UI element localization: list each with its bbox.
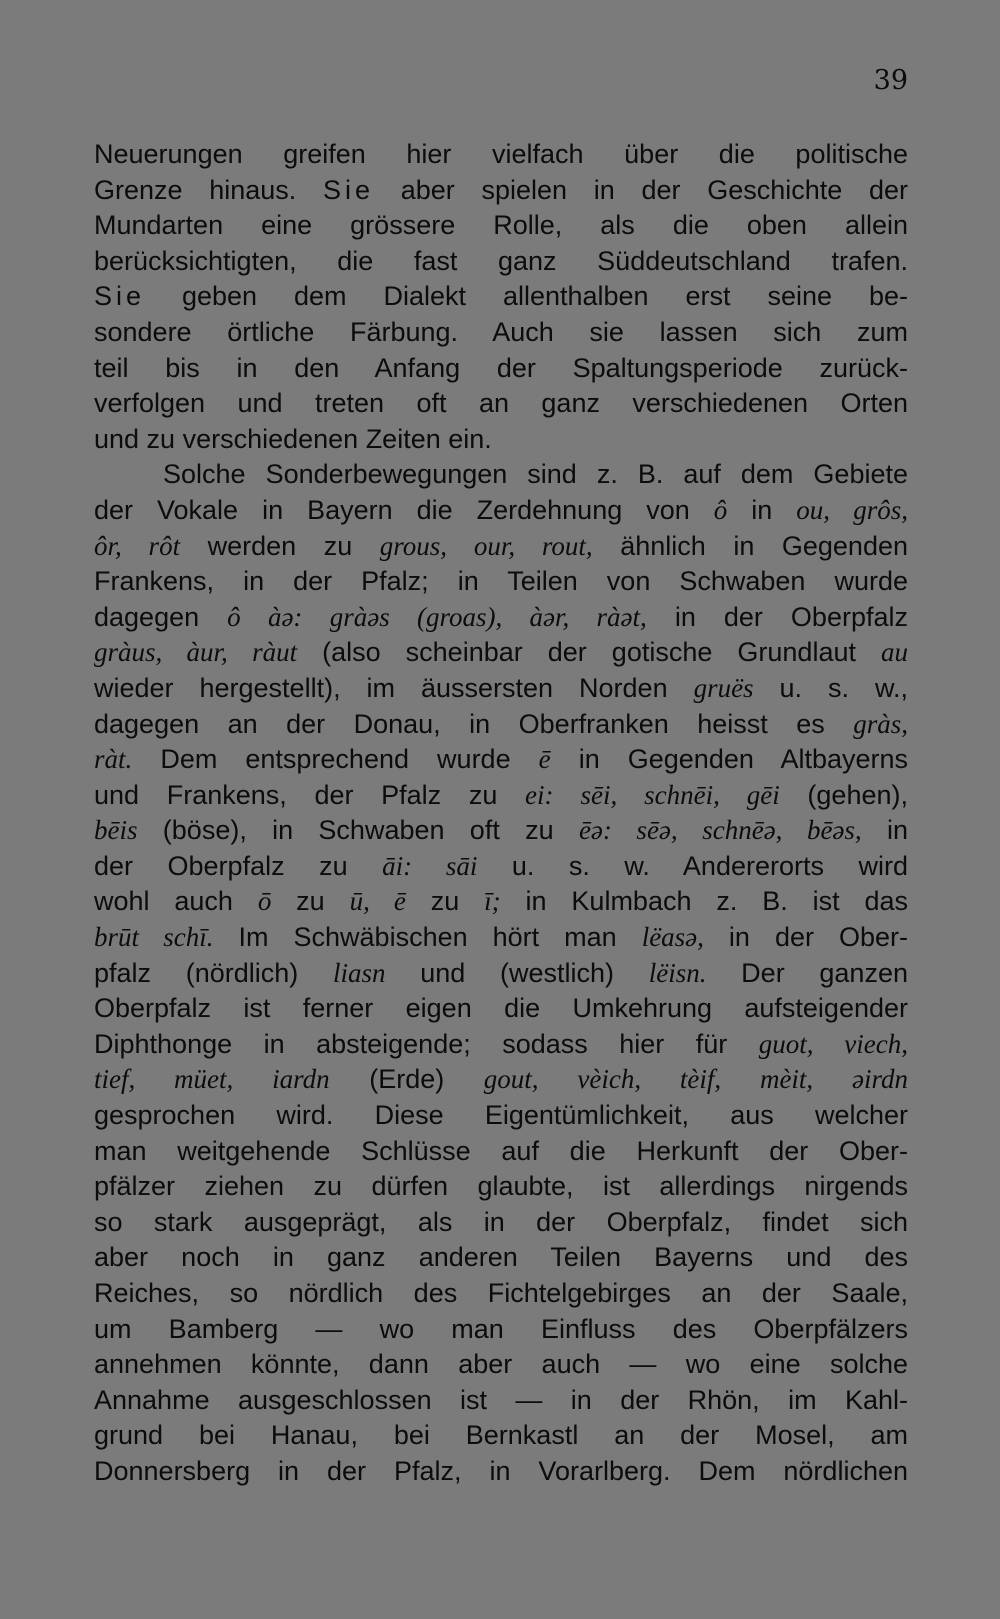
text-run: in der Ober-: [703, 922, 908, 953]
text-line: [94, 635, 908, 671]
text-line: [94, 1205, 908, 1241]
italic-dialect-form: guot, viech,: [758, 1028, 908, 1059]
italic-dialect-form: ràt.: [94, 744, 133, 775]
text-run: verfolgen und treten oft an ganz verschiedenen Orten: [94, 388, 908, 419]
text-run: wieder hergestellt), im äussersten Norden: [94, 672, 694, 703]
text-line: [94, 1312, 908, 1348]
text-run: aber spielen in der Geschichte der: [374, 174, 908, 205]
text-run: und Frankens, der Pfalz zu: [94, 779, 526, 810]
text-line: [94, 493, 908, 529]
text-line: [94, 707, 908, 743]
italic-dialect-form: ou, grôs,: [796, 494, 909, 525]
text-run: um Bamberg — wo man Einfluss des Oberpfälzers: [94, 1313, 908, 1344]
text-run: in Gegenden Altbayerns: [550, 744, 909, 775]
italic-dialect-form: grous, our, rout,: [379, 530, 593, 561]
text-run: und zu verschiedenen Zeiten ein.: [94, 423, 492, 454]
text-line: [94, 1027, 908, 1063]
page-number: 39: [873, 65, 908, 96]
italic-dialect-form: tief, müet, iardn: [94, 1064, 330, 1095]
text-run: Frankens, in der Pfalz; in Teilen von Schwaben wurde: [94, 566, 908, 597]
text-run: Reiches, so nördlich des Fichtelgebirges an der Saale,: [94, 1278, 908, 1308]
text-line: [94, 849, 908, 885]
text-line: [94, 920, 908, 956]
text-line: [94, 1383, 908, 1419]
text-run: annehmen könnte, dann aber auch — wo eine solche: [94, 1349, 908, 1380]
text-run: in Kulmbach z. B. ist das: [500, 886, 908, 917]
text-run: zu: [405, 886, 485, 917]
text-run: berücksichtigten, die fast ganz Süddeutschland trafen.: [94, 245, 908, 276]
text-run: u. s. w.,: [753, 672, 908, 703]
text-line: [94, 1418, 908, 1454]
italic-dialect-form: au: [881, 637, 908, 668]
text-run: teil bis in den Anfang der Spaltungsperiode zurück-: [94, 352, 908, 383]
italic-dialect-form: ī;: [484, 886, 501, 917]
text-run: (Erde): [329, 1064, 484, 1095]
text-line: [94, 208, 908, 244]
text-line: [94, 351, 908, 387]
text-run: Solche Sonderbewegungen sind z. B. auf dem Gebiete: [163, 459, 908, 490]
text-line: [94, 386, 908, 422]
text-line: [94, 244, 908, 280]
text-run: Oberpfalz ist ferner eigen die Umkehrung aufsteigender: [94, 993, 908, 1024]
text-run: geben dem Dialekt allenthalben erst seine be-: [145, 281, 908, 312]
text-run: Im Schwäbischen hört man: [213, 922, 642, 953]
italic-dialect-form: brūt schī.: [94, 922, 214, 953]
body-text: [94, 137, 908, 1490]
spaced-emphasis: Sie: [323, 174, 375, 205]
text-run: dagegen an der Donau, in Oberfranken heisst es: [94, 708, 854, 739]
text-line: [94, 279, 908, 315]
text-run: so stark ausgeprägt, als in der Oberpfalz, findet sich: [94, 1206, 908, 1237]
text-run: Diphthonge in absteigende; sodass hier für: [94, 1028, 759, 1059]
italic-dialect-form: gràus, àur, ràut: [94, 637, 298, 668]
text-run: der Vokale in Bayern die Zerdehnung von: [94, 494, 714, 525]
text-run: sondere örtliche Färbung. Auch sie lassen sich zum: [94, 316, 908, 347]
italic-dialect-form: ēə: sēə, schnēə, bēəs,: [578, 815, 862, 846]
text-run: gesprochen wird. Diese Eigentümlichkeit, aus welcher: [94, 1100, 908, 1131]
italic-dialect-form: gràs,: [853, 708, 908, 739]
italic-dialect-form: liasn: [333, 957, 386, 988]
text-run: wohl auch: [94, 886, 258, 917]
text-run: und (westlich): [385, 957, 649, 988]
text-line: [94, 991, 908, 1027]
text-line: [94, 457, 908, 493]
text-line: [94, 529, 908, 565]
text-run: (böse), in Schwaben oft zu: [137, 815, 579, 846]
text-line: [94, 422, 908, 458]
text-run: Donnersberg in der Pfalz, in Vorarlberg. Dem nördlichen: [94, 1455, 908, 1486]
text-line: [94, 778, 908, 814]
italic-dialect-form: ô: [713, 494, 728, 525]
text-line: [94, 1454, 908, 1490]
spaced-emphasis: Sie: [94, 281, 146, 312]
text-run: pfälzer ziehen zu dürfen glaubte, ist allerdings nirgends: [94, 1171, 908, 1202]
italic-dialect-form: gruës: [693, 672, 754, 703]
text-run: in: [727, 494, 797, 525]
text-run: Neuerungen greifen hier vielfach über die politische: [94, 139, 908, 169]
text-line: [94, 315, 908, 351]
italic-dialect-form: ē: [538, 744, 551, 775]
text-run: Dem entsprechend wurde: [132, 744, 539, 775]
italic-dialect-form: lëasə,: [641, 922, 704, 953]
text-line: [94, 137, 908, 173]
text-run: zu: [271, 886, 350, 917]
text-line: [94, 742, 908, 778]
text-run: u. s. w. Andererorts wird: [477, 850, 908, 881]
text-line: [94, 1062, 908, 1098]
text-run: Mundarten eine grössere Rolle, als die oben allein: [94, 210, 908, 241]
text-line: [94, 173, 908, 209]
text-run: Der ganzen: [706, 957, 908, 988]
text-line: [94, 1276, 908, 1312]
italic-dialect-form: āi: sāi: [382, 850, 478, 881]
text-run: der Oberpfalz zu: [94, 850, 383, 881]
text-run: (also scheinbar der gotische Grundlaut: [297, 637, 881, 668]
italic-dialect-form: ôr, rôt: [94, 530, 181, 561]
text-line: [94, 564, 908, 600]
italic-dialect-form: bēis: [94, 815, 138, 846]
text-run: Annahme ausgeschlossen ist — in der Rhön, im Kahl-: [94, 1384, 908, 1415]
text-line: [94, 1098, 908, 1134]
italic-dialect-form: ō: [257, 886, 272, 917]
text-run: aber noch in ganz anderen Teilen Bayerns und des: [94, 1242, 908, 1273]
text-line: [94, 671, 908, 707]
text-run: in: [861, 815, 908, 846]
italic-dialect-form: ei: sēi, schnēi, gēi: [525, 779, 780, 810]
text-run: (gehen),: [779, 779, 908, 810]
text-line: [94, 1169, 908, 1205]
italic-dialect-form: gout, vèich, tèif, mèit, əirdn: [483, 1064, 908, 1095]
italic-dialect-form: ū, ē: [349, 886, 406, 917]
text-line: [94, 956, 908, 992]
text-line: [94, 600, 908, 636]
text-run: werden zu: [180, 530, 380, 561]
text-run: ähnlich in Gegenden: [592, 530, 908, 561]
text-line: [94, 1134, 908, 1170]
text-run: Grenze hinaus.: [94, 174, 324, 205]
text-run: pfalz (nördlich): [94, 957, 333, 988]
text-line: [94, 884, 908, 920]
text-run: grund bei Hanau, bei Bernkastl an der Mosel, am: [94, 1420, 908, 1451]
text-run: dagegen: [94, 601, 228, 632]
italic-dialect-form: ô àə: gràəs (groas), àər, ràət,: [227, 601, 647, 632]
text-line: [94, 813, 908, 849]
text-line: [94, 1240, 908, 1276]
text-run: man weitgehende Schlüsse auf die Herkunft der Ober-: [94, 1135, 908, 1166]
text-run: in der Oberpfalz: [646, 601, 908, 632]
text-line: [94, 1347, 908, 1383]
italic-dialect-form: lëisn.: [648, 957, 707, 988]
